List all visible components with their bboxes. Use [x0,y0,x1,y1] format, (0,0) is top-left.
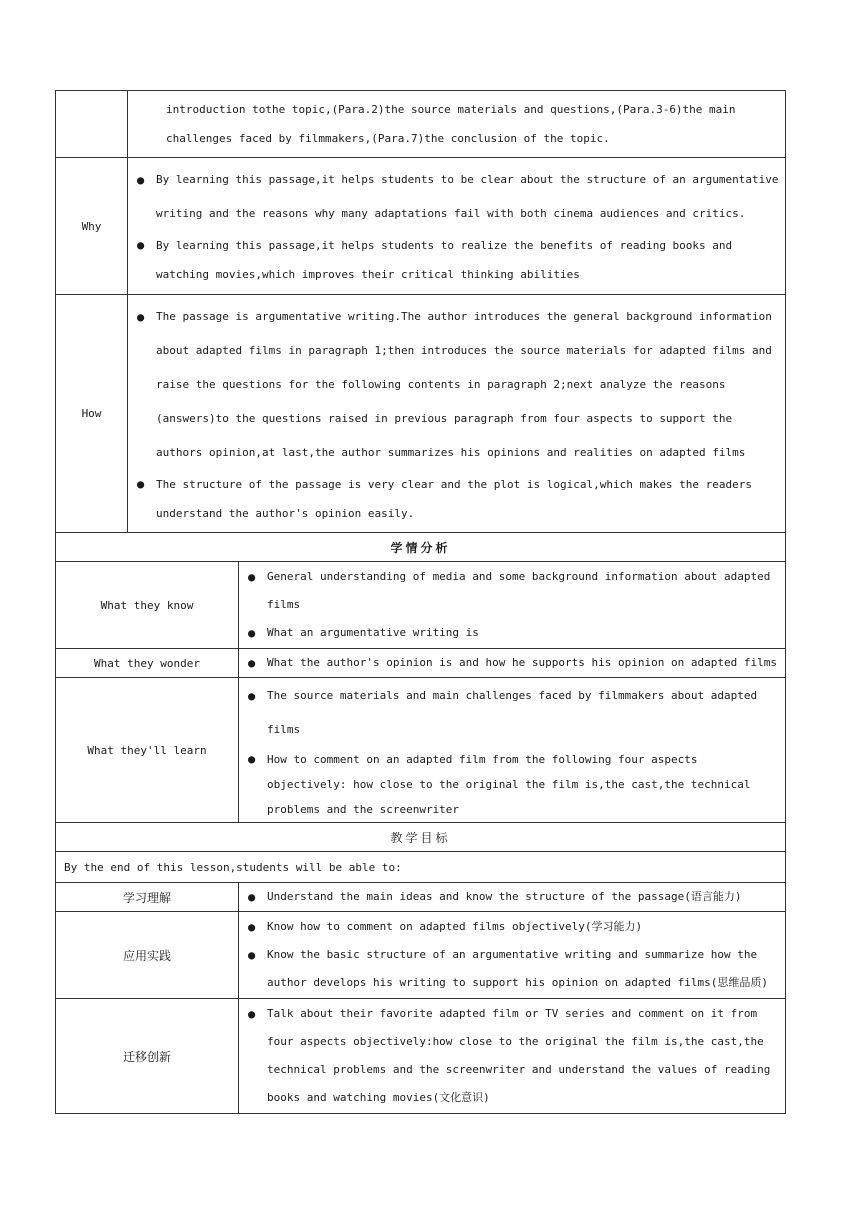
bullet-icon: ● [137,476,145,491]
objective-label-application: 应用实践 [56,912,239,999]
objective-label-transfer: 迁移创新 [56,999,239,1114]
objective-row-transfer [56,999,786,1114]
objectives-intro: By the end of this lesson,students will be able to: [56,852,786,883]
understanding-bullet-1 [239,883,785,911]
bullet-icon: ● [248,948,256,962]
objectives-intro-row [56,852,786,883]
objective-row-understanding [56,883,786,912]
why-bullet-2-text: By learning this passage,it helps students to realize the benefits of reading books and watching movies,which improves their critical thinking abilities [156,239,733,281]
objective-content-understanding [239,883,786,912]
learner-row-know [56,562,786,649]
learner-label-wonder: What they wonder [56,649,239,678]
why-row [56,158,786,295]
objectives-heading: 教学目标 [56,823,786,852]
application-bullet-1 [239,913,785,941]
learner-content-know [239,562,786,649]
bullet-icon: ● [248,1007,256,1021]
objective-label-understanding: 学习理解 [56,883,239,912]
application-bullet-2-text: Know the basic structure of an argumentative writing and summarize how the author develops his writing to support his opinion on adapted films(思维品质) [267,948,768,989]
why-label: Why [56,158,128,295]
objective-content-transfer [239,999,786,1114]
why-bullet-2 [128,231,785,289]
application-bullet-2 [239,941,785,997]
why-bullet-1 [128,163,785,231]
wonder-bullet-1 [239,649,785,677]
structure-continuation-cell [128,91,786,158]
application-bullet-1-text: Know how to comment on adapted films objectively(学习能力) [267,920,643,933]
understanding-bullet-1-text: Understand the main ideas and know the structure of the passage(语言能力) [267,890,742,903]
why-content [128,158,786,295]
learner-analysis-heading-row [56,533,786,562]
learn-bullet-1-text: The source materials and main challenges faced by filmmakers about adapted films [267,688,758,736]
learn-bullet-2 [239,747,785,822]
lesson-plan-table [55,90,786,1114]
know-bullet-1 [239,563,785,619]
bullet-icon: ● [137,309,145,324]
bullet-icon: ● [248,751,256,766]
how-row [56,295,786,533]
bullet-icon: ● [248,688,256,703]
how-bullet-1-text: The passage is argumentative writing.The author introduces the general background information about adapted films in paragraph 1;then introduces the source materials for adapted films and raise the questions for the following contents in paragraph 2;next analyze the reasons (answers)to the questions raised in previous paragraph from four aspects to support the authors opinion,at last,the author summarizes his opinions and realities on adapted films [156,309,772,459]
bullet-icon: ● [248,570,256,584]
empty-label-cell [56,91,128,158]
know-bullet-1-text: General understanding of media and some background information about adapted films [267,570,771,611]
transfer-bullet-1 [239,1000,785,1112]
learner-label-learn: What they'll learn [56,678,239,823]
how-bullet-2 [128,470,785,528]
how-label: How [56,295,128,533]
learner-label-know: What they know [56,562,239,649]
learner-analysis-heading: 学情分析 [56,533,786,562]
know-bullet-2-text: What an argumentative writing is [267,626,479,639]
learner-row-wonder [56,649,786,678]
bullet-icon: ● [248,656,256,670]
learner-row-learn [56,678,786,823]
top-continuation-row [56,91,786,158]
lesson-plan-document [55,90,785,1114]
learn-bullet-2-text: How to comment on an adapted film from the following four aspects objectively: how close to the original the film is,the cast,the technical problems and the screenwriter [267,752,751,816]
wonder-bullet-1-text: What the author's opinion is and how he supports his opinion on adapted films [267,656,777,669]
why-bullet-1-text: By learning this passage,it helps students to be clear about the structure of an argumentative writing and the reasons why many adaptations fail with both cinema audiences and critics. [156,173,779,220]
objectives-heading-row [56,823,786,852]
bullet-icon: ● [137,238,145,252]
how-bullet-1 [128,300,785,470]
bullet-icon: ● [248,626,256,640]
how-content [128,295,786,533]
bullet-icon: ● [248,890,256,904]
how-bullet-2-text: The structure of the passage is very clear and the plot is logical,which makes the readers understand the author's opinion easily. [156,477,753,520]
objective-content-application [239,912,786,999]
learner-content-wonder [239,649,786,678]
know-bullet-2 [239,619,785,647]
learner-content-learn [239,678,786,823]
structure-continuation-text: introduction tothe topic,(Para.2)the source materials and questions,(Para.3-6)the main challenges faced by filmmakers,(Para.7)the conclusion of the topic. [166,103,736,145]
bullet-icon: ● [248,920,256,934]
transfer-bullet-1-text: Talk about their favorite adapted film or TV series and comment on it from four aspects objectively:how close to the original the film is,the cast,the technical problems and the screenwriter and understand the values of reading books and watching movies(文化意识) [267,1007,771,1104]
bullet-icon: ● [137,173,145,187]
objective-row-application [56,912,786,999]
learn-bullet-1 [239,679,785,747]
